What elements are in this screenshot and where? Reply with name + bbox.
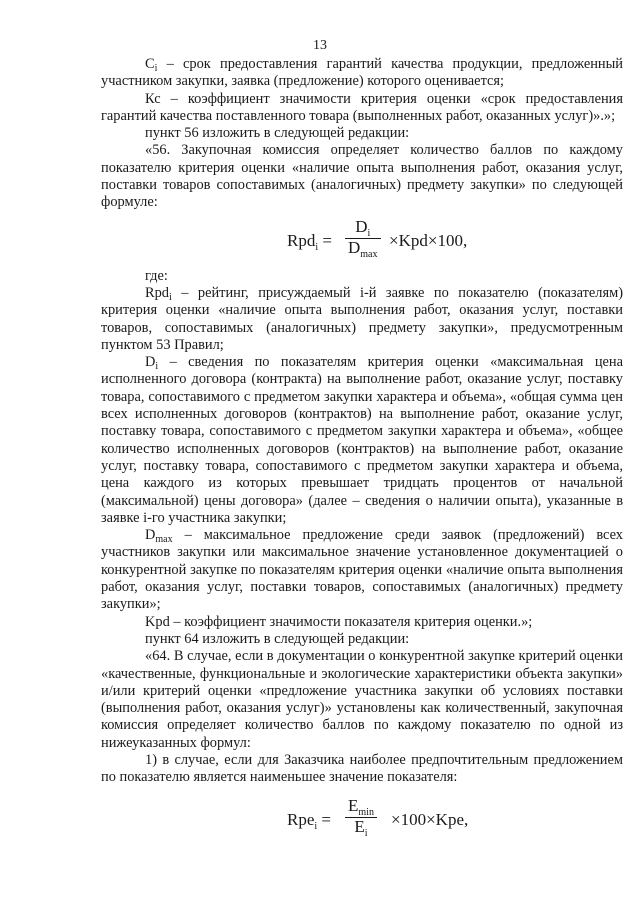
- paragraph-di-definition: $D_i$ – сведения по показателям критерия оценки «максимальная цена исполненного договора (контракта) на выполнение работ, оказание услуг, поставку товара, сопоставимого с предметом закупки характера и объема», «общая сумма цен всех исполненных договоров (контрактов) на выполнение работ, оказание услуг, поставку товара, сопоставимого с предметом закупки характера и объема», «общее количество исполненных договоров (контрактов) на выполнение работ, оказание услуг, поставку товара, сопоставимого с предметом закупки характера и объема, цена каждого из которых превышает тридцать процентов от начальной (максимальной) цены договора» (далее – сведения о наличии опыта), указанные в заявке i-го участника закупки;: [101, 354, 623, 526]
- paragraph-case-1: 1) в случае, если для Заказчика наиболее предпочтительным предложением по показателю является наименьшее значение показателя:: [101, 751, 623, 786]
- formula-rpe-fraction: $E_{min}$ $E_i$: [345, 797, 377, 839]
- formula-rpd: [101, 212, 623, 268]
- document-body: [101, 56, 623, 845]
- paragraph-clause-56: «56. Закупочная комиссия определяет количество баллов по каждому показателю критерия оценки «наличие опыта выполнения работ, оказания услуг, поставки товаров сопоставимых (аналогичных) предмету закупки» по следующей формуле:: [101, 142, 623, 211]
- formula-rpd-fraction: $D_i$ $D_{max}$: [345, 218, 381, 260]
- paragraph-rpd-definition: Rpd$_i$ – рейтинг, присуждаемый i-й заявке по показателю (показателям) критерия оценки «наличие опыта выполнения работ, оказания услуг, поставки товаров, сопоставимых (аналогичных) предмету закупки», предусмотренным пунктом 53 Правил;: [101, 284, 623, 353]
- formula-rpe: [101, 787, 623, 845]
- paragraph-kc-definition: Кс – коэффициент значимости критерия оценки «срок предоставления гарантий качества поставленного товара (выполненных работ, оказанных услуг)».»;: [101, 90, 623, 124]
- paragraph-clause-64: «64. В случае, если в документации о конкурентной закупке критерий оценки «качественные, функциональные и экологические характеристики объекта закупки» и/или критерий оценки «предложение участника закупки об условиях поставки (выполнения работ, оказания услуг)» установлены как количественный, закупочная комиссия определяет количество баллов по каждому показателю по одной из нижеуказанных формул:: [101, 648, 623, 751]
- paragraph-ci-definition: $C_i$ – срок предоставления гарантий качества продукции, предложенный участником закупки, заявка (предложение) которого оценивается;: [101, 56, 623, 90]
- formula-rpd-lhs: Rpd$_i$ =: [287, 230, 332, 253]
- paragraph-clause-56-intro: пункт 56 изложить в следующей редакции:: [145, 125, 410, 142]
- formula-rpe-lhs: Rpe$_i$ =: [287, 809, 332, 832]
- formula-rpd-rhs: ×Kpd×100,: [389, 230, 468, 250]
- paragraph-where: где:: [145, 267, 168, 284]
- paragraph-clause-64-intro: пункт 64 изложить в следующей редакции:: [145, 630, 410, 647]
- formula-rpe-rhs: ×100×Kpe,: [391, 809, 469, 829]
- paragraph-kpd-definition: Kpd – коэффициент значимости показателя критерия оценки.»;: [145, 613, 533, 630]
- page-number: 13: [313, 38, 327, 53]
- paragraph-dmax-definition: $D_{max}$ – максимальное предложение среди заявок (предложений) всех участников закупки или максимальное значение установленное документацией о конкурентной закупке по показателям критерия оценки «наличие опыта выполнения работ, оказания услуг, поставки товаров, сопоставимых (аналогичных) предмету закупки»;: [101, 527, 623, 613]
